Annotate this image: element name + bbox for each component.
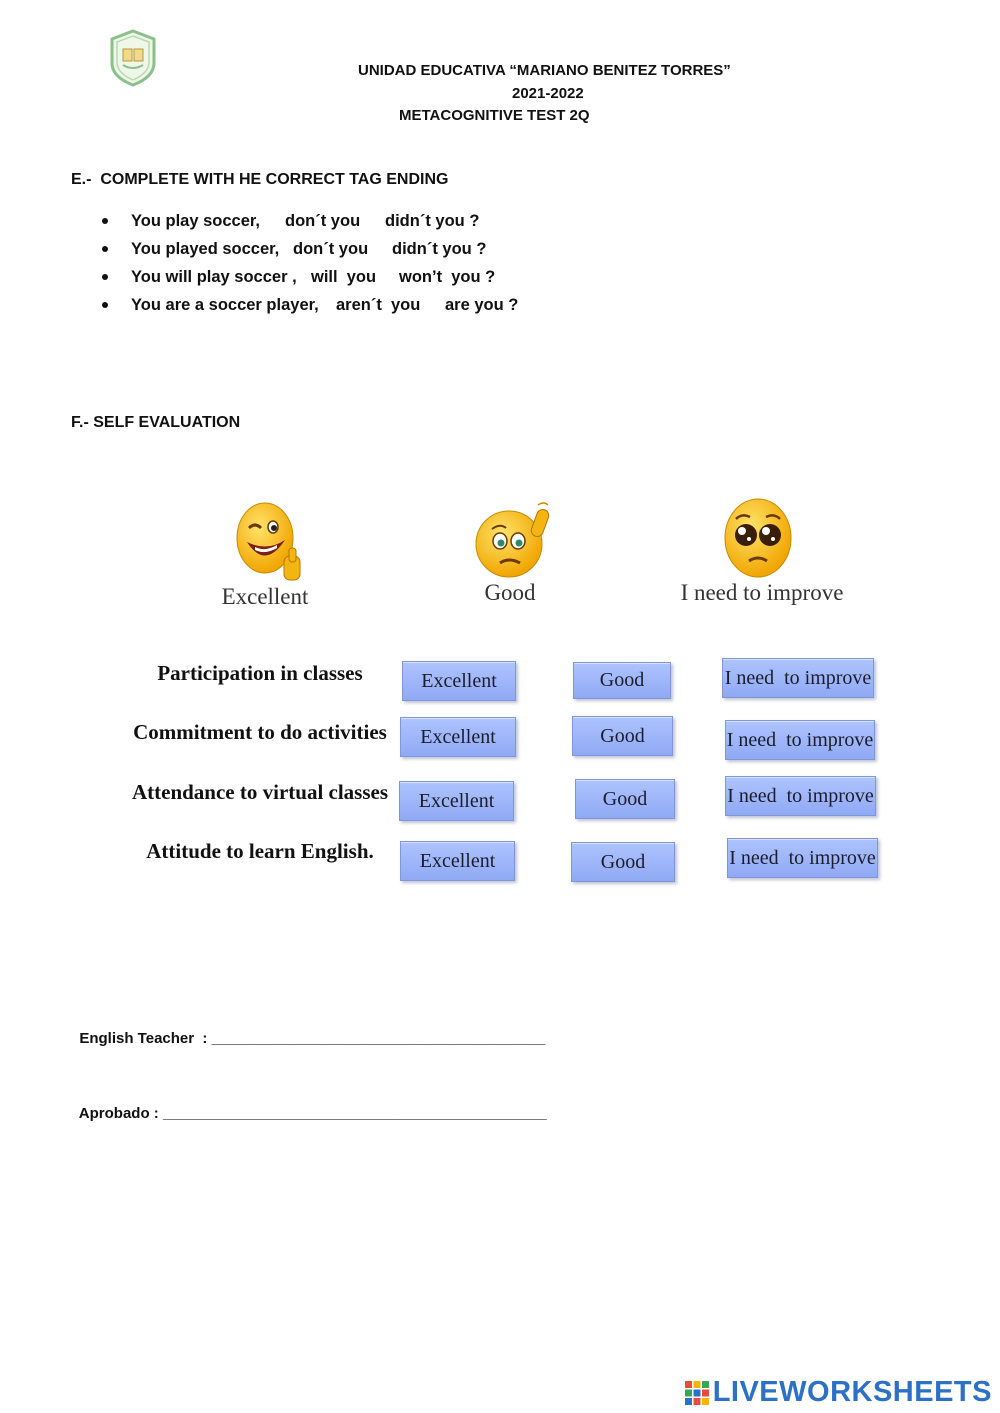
teacher-signature [71, 1013, 545, 1047]
tag-item [100, 263, 496, 291]
legend-improve-label: I need to improve [680, 580, 844, 605]
tag-option-b[interactable]: are you ? [445, 296, 519, 314]
tag-item [100, 291, 519, 319]
tag-sentence: You played soccer, [131, 240, 280, 258]
test-title: METACOGNITIVE TEST 2Q [399, 107, 590, 124]
bullet-icon [102, 274, 108, 280]
tag-sentence: You are a soccer player, [131, 296, 319, 314]
tag-option-b[interactable]: won’t you ? [399, 268, 496, 286]
option-excellent-button[interactable]: Excellent [402, 661, 516, 701]
school-year: 2021-2022 [512, 85, 584, 102]
thinking-emoji-icon [474, 501, 554, 588]
teacher-label: English Teacher : [79, 1030, 208, 1047]
option-excellent-button[interactable]: Excellent [399, 781, 514, 821]
tag-item [100, 207, 480, 235]
bullet-icon [102, 218, 108, 224]
tag-option-a[interactable]: don´t you [285, 212, 361, 230]
tag-option-a[interactable]: aren´t you [336, 296, 421, 314]
approved-label: Aprobado : [78, 1105, 159, 1122]
criterion-attitude: Attitude to learn English. [146, 839, 374, 863]
teacher-signature-line[interactable]: ________________________________________ [211, 1030, 546, 1047]
school-name: UNIDAD EDUCATIVA “MARIANO BENITEZ TORRES” [358, 62, 731, 79]
section-e-title: E.- COMPLETE WITH HE CORRECT TAG ENDING [71, 171, 449, 188]
tag-ending-list [100, 207, 519, 319]
brand-text: LIVEWORKSHEETS [712, 1376, 992, 1408]
tag-option-a[interactable]: don´t you [293, 240, 369, 258]
approved-signature-line[interactable]: ______________________________________________ [162, 1105, 547, 1122]
bullet-icon [102, 302, 108, 308]
section-f-title: F.- SELF EVALUATION [71, 414, 241, 431]
option-improve-button[interactable]: I need to improve [722, 658, 874, 698]
liveworksheets-logo-icon [684, 1380, 710, 1406]
criterion-participation: Participation in classes [157, 661, 363, 685]
option-improve-button[interactable]: I need to improve [727, 838, 878, 878]
bullet-icon [102, 246, 108, 252]
approved-signature [71, 1088, 547, 1122]
tag-item [100, 235, 487, 263]
option-excellent-button[interactable]: Excellent [400, 841, 515, 881]
pleading-emoji-icon [722, 497, 794, 584]
liveworksheets-logo [684, 1376, 992, 1409]
tag-sentence: You will play soccer , [131, 268, 297, 286]
tag-sentence: You play soccer, [131, 212, 261, 230]
option-good-button[interactable]: Good [575, 779, 675, 819]
tag-option-a[interactable]: will you [311, 268, 377, 286]
option-good-button[interactable]: Good [572, 716, 673, 756]
option-improve-button[interactable]: I need to improve [725, 720, 875, 760]
tag-option-b[interactable]: didn´t you ? [392, 240, 487, 258]
legend-excellent-label: Excellent [221, 584, 309, 609]
option-good-button[interactable]: Good [573, 662, 671, 699]
criterion-commitment: Commitment to do activities [133, 720, 387, 744]
tag-option-b[interactable]: didn´t you ? [385, 212, 480, 230]
school-logo [108, 29, 158, 87]
option-good-button[interactable]: Good [571, 842, 675, 882]
winking-thumbs-up-emoji-icon [233, 500, 309, 593]
criterion-attendance: Attendance to virtual classes [131, 780, 389, 804]
option-improve-button[interactable]: I need to improve [725, 776, 876, 816]
option-excellent-button[interactable]: Excellent [400, 717, 516, 757]
legend-good-label: Good [484, 580, 536, 605]
